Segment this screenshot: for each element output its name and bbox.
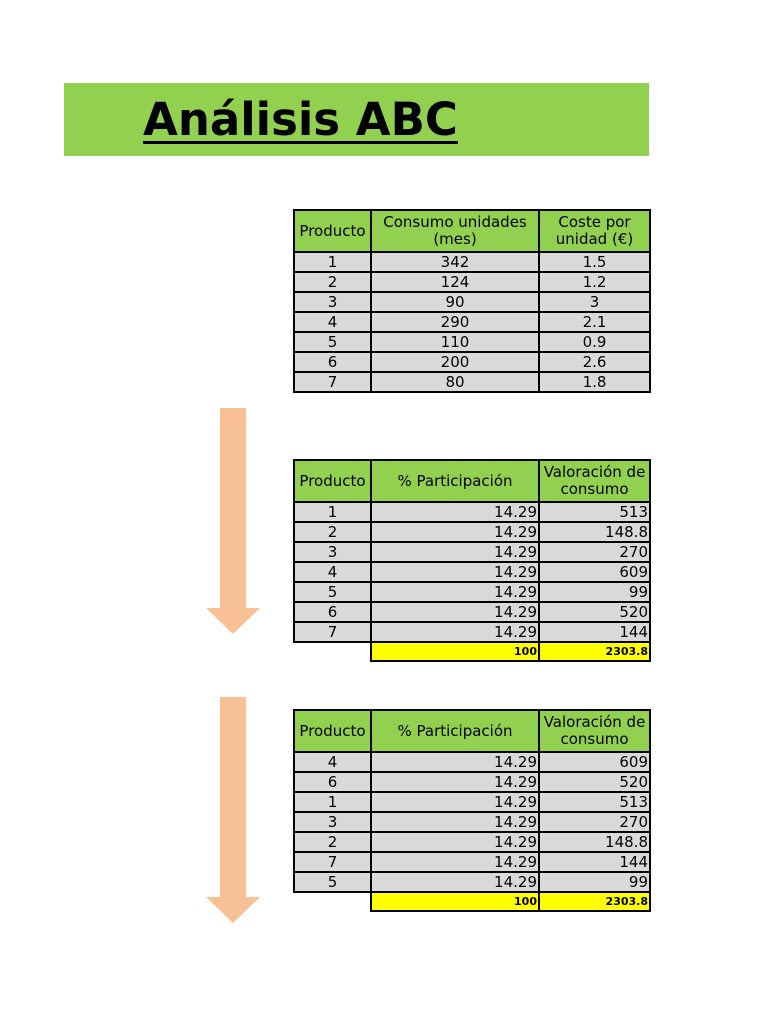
table-row [294,602,650,622]
cell-participacion: 14.29 [371,832,539,852]
cell-participacion: 14.29 [371,772,539,792]
cell-producto: 7 [294,852,371,872]
cell-valoracion: 270 [539,812,650,832]
cell-participacion: 14.29 [371,872,539,892]
cell-valoracion: 99 [539,582,650,602]
cell-coste: 1.8 [539,372,650,392]
down-arrow-icon [206,408,260,634]
table-row [294,852,650,872]
total-participacion: 100 [371,892,539,911]
cell-participacion: 14.29 [371,522,539,542]
table-row [294,372,650,392]
cell-producto: 4 [294,312,371,332]
page-title: Análisis ABC [143,93,458,146]
table-row [294,622,650,642]
cell-producto: 1 [294,252,371,272]
cell-consumo: 80 [371,372,539,392]
table-row [294,872,650,892]
table-row [294,792,650,812]
cell-consumo: 90 [371,292,539,312]
cell-participacion: 14.29 [371,562,539,582]
table-row [294,752,650,772]
table-row [294,352,650,372]
cell-coste: 0.9 [539,332,650,352]
cell-producto: 3 [294,542,371,562]
total-spacer [294,642,371,661]
cell-coste: 1.2 [539,272,650,292]
header-row [294,710,650,752]
cell-valoracion: 520 [539,602,650,622]
header-row [294,210,650,252]
header-participacion: % Participación [371,460,539,502]
sorted-participation-table [293,709,651,912]
header-producto: Producto [294,710,371,752]
cell-coste: 3 [539,292,650,312]
table-row [294,772,650,792]
cell-consumo: 124 [371,272,539,292]
table-row [294,312,650,332]
table-row [294,582,650,602]
cell-valoracion: 148.8 [539,832,650,852]
header-row [294,460,650,502]
cell-valoracion: 270 [539,542,650,562]
header-valoracion: Valoración de consumo [539,710,650,752]
cell-valoracion: 513 [539,502,650,522]
cell-producto: 4 [294,752,371,772]
title-banner [64,83,649,156]
cell-coste: 2.1 [539,312,650,332]
cell-producto: 2 [294,272,371,292]
cell-producto: 1 [294,502,371,522]
cell-producto: 6 [294,772,371,792]
cell-valoracion: 148.8 [539,522,650,542]
cell-producto: 3 [294,812,371,832]
total-valoracion: 2303.8 [539,892,650,911]
cell-producto: 3 [294,292,371,312]
cell-valoracion: 144 [539,622,650,642]
total-row [294,892,650,911]
arrow-shape [206,408,260,634]
total-row [294,642,650,661]
cell-producto: 5 [294,332,371,352]
arrow-shape [206,697,260,923]
cell-participacion: 14.29 [371,602,539,622]
cell-participacion: 14.29 [371,852,539,872]
cell-valoracion: 99 [539,872,650,892]
participation-table [293,459,651,662]
cell-participacion: 14.29 [371,582,539,602]
cell-consumo: 290 [371,312,539,332]
table-row [294,502,650,522]
cell-valoracion: 609 [539,562,650,582]
table-row [294,542,650,562]
cell-consumo: 110 [371,332,539,352]
cell-consumo: 342 [371,252,539,272]
cell-producto: 6 [294,602,371,622]
cell-coste: 1.5 [539,252,650,272]
table-row [294,292,650,312]
header-producto: Producto [294,210,371,252]
header-consumo-unidades: Consumo unidades (mes) [371,210,539,252]
cell-producto: 7 [294,372,371,392]
down-arrow-icon [206,697,260,923]
table-row [294,252,650,272]
cell-valoracion: 144 [539,852,650,872]
header-participacion: % Participación [371,710,539,752]
cell-producto: 6 [294,352,371,372]
cell-producto: 1 [294,792,371,812]
table-row [294,272,650,292]
cell-valoracion: 609 [539,752,650,772]
cell-producto: 2 [294,832,371,852]
cell-producto: 7 [294,622,371,642]
cell-participacion: 14.29 [371,622,539,642]
consumption-table [293,209,651,393]
cell-coste: 2.6 [539,352,650,372]
table-row [294,812,650,832]
header-producto: Producto [294,460,371,502]
header-coste-unidad: Coste por unidad (€) [539,210,650,252]
cell-participacion: 14.29 [371,502,539,522]
total-valoracion: 2303.8 [539,642,650,661]
cell-participacion: 14.29 [371,792,539,812]
cell-participacion: 14.29 [371,812,539,832]
cell-valoracion: 513 [539,792,650,812]
cell-producto: 5 [294,582,371,602]
total-spacer [294,892,371,911]
cell-consumo: 200 [371,352,539,372]
cell-producto: 2 [294,522,371,542]
table-row [294,562,650,582]
cell-producto: 5 [294,872,371,892]
cell-participacion: 14.29 [371,542,539,562]
total-participacion: 100 [371,642,539,661]
table-row [294,332,650,352]
cell-participacion: 14.29 [371,752,539,772]
header-valoracion: Valoración de consumo [539,460,650,502]
cell-producto: 4 [294,562,371,582]
cell-valoracion: 520 [539,772,650,792]
table-row [294,522,650,542]
table-row [294,832,650,852]
